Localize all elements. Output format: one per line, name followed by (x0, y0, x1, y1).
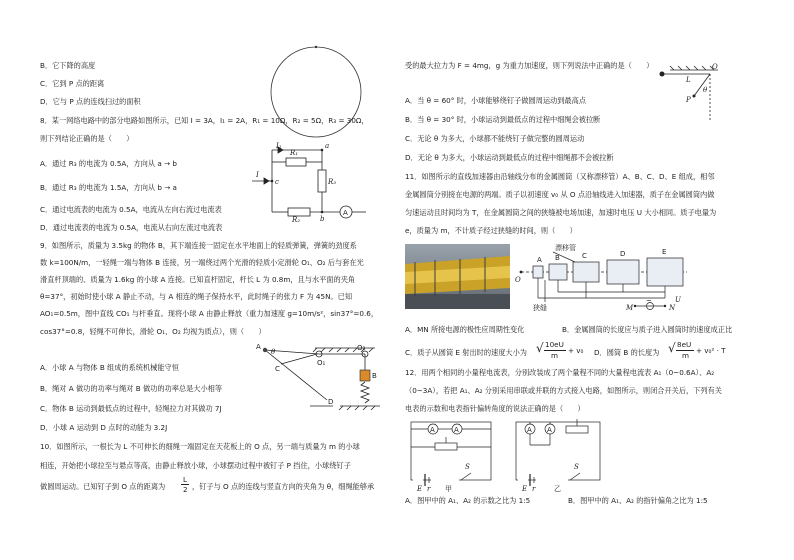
q11-option-d-post: + v₀² · T (696, 346, 726, 355)
q11-option-c-pre: C．质子从圆筒 E 射出时的速度大小为 (405, 348, 527, 357)
svg-text:A: A (527, 426, 532, 434)
q12-circuit-jia (405, 417, 495, 492)
svg-text:S: S (465, 463, 470, 471)
q12-option-b: B．图甲中的 A₁、A₂ 的指针偏角之比为 1:5 (568, 496, 708, 505)
svg-text:I: I (256, 171, 259, 179)
accelerator-photo (405, 244, 510, 309)
svg-text:~: ~ (646, 297, 652, 305)
svg-text:O₁: O₁ (317, 359, 326, 367)
q9-pulley-diagram (255, 340, 385, 415)
svg-text:θ: θ (271, 348, 276, 356)
svg-text:S: S (574, 463, 579, 471)
q11-option-c-den: m (551, 351, 559, 360)
q11-option-c-sqrt: √ (536, 341, 544, 355)
q11-option-d-num: 8eU (677, 340, 692, 349)
q10-option-c: C．无论 θ 为多大，小球都不能绕钉子做完整的圆周运动 (405, 134, 585, 143)
fig-yi-label: 乙 (554, 485, 561, 493)
q8-option-d: D．通过电流表的电流为 0.5A，电流从右向左流过电流表 (40, 223, 223, 232)
svg-text:R₂: R₂ (292, 216, 301, 224)
q8-option-c: C．通过电流表的电流为 0.5A，电流从左向右流过电流表 (40, 205, 222, 214)
svg-text:N: N (669, 304, 676, 312)
svg-text:O: O (712, 63, 718, 71)
q11-option-c-num: 10eU (545, 340, 564, 349)
q9-stem-6: cos37°=0.8，轻绳不可伸长，滑轮 O₁、O₂ 均视为质点），则（ ） (40, 327, 266, 336)
q11-stem-2: 金属圆筒分别接在电源的两端。质子以初速度 v₀ 从 O 点沿轴线进入加速器，质子在金属圆筒内做 (405, 190, 715, 199)
q9-stem-4: θ=37°，初始时使小球 A 静止不动，与 A 相连的绳子保持水平，此时绳子的张力 F 为 45N。已知 (40, 292, 353, 301)
q10-fraction-den: 2 (183, 485, 188, 494)
svg-text:R₃: R₃ (328, 178, 337, 186)
q11-option-c-post: + v₀ (568, 346, 584, 355)
q12-stem-2: （0~3A），若把 A₁、A₂ 分别采用串联或并联的方式接入电路，如图所示，则闭合开关后，下列有关 (405, 386, 722, 395)
q8-stem-2: 则下列结论正确的是（ ） (40, 134, 134, 143)
svg-text:D: D (620, 250, 626, 258)
svg-text:D: D (328, 398, 334, 406)
q10-stem-1: 10．如图所示，一根长为 L 不可伸长的细绳一端固定在天花板上的 O 点，另一端与质量为 m 的小球 (40, 442, 360, 451)
q11-stem-1: 11．如图所示的直线加速器由沿轴线分布的金属圆筒（又称漂移管）A、B、C、D、E 组成，相邻 (405, 172, 715, 181)
svg-text:I₁: I₁ (276, 142, 282, 150)
svg-text:A: A (343, 209, 348, 217)
q9-stem-5: AO₁=0.5m，图中直线 CO₁ 与杆垂直。现将小球 A 由静止释放（重力加速度 g=10m/s²，sin37°=0.6， (40, 309, 379, 318)
svg-text:A: A (547, 426, 552, 434)
q12-circuit-yi (510, 417, 605, 492)
svg-text:a: a (325, 142, 330, 150)
drift-tube-diagram (515, 240, 690, 315)
q10-pendulum-diagram (650, 60, 720, 130)
fig-jia-label: 甲 (445, 485, 452, 493)
q10-option-b: B．当 θ = 30° 时，小球运动到最低点的过程中细绳会被拉断 (405, 115, 601, 124)
svg-text:c: c (275, 178, 279, 186)
svg-text:M: M (626, 304, 634, 312)
q11-stem-3: 匀速运动且时间均为 T，在金属圆筒之间的狭缝被电场加速，加速时电压 U 大小相同。质子电量为 (405, 208, 717, 217)
svg-text:B: B (372, 372, 377, 380)
svg-text:O₂: O₂ (357, 344, 366, 352)
svg-text:U: U (675, 296, 681, 304)
q11-option-d-pre: D．圆筒 B 的长度为 (594, 348, 660, 357)
svg-text:E: E (522, 485, 528, 493)
q10-stem-2: 相连，开始把小球拉至与悬点等高，由静止释放小球，小球摆动过程中被钉子 P 挡住，小球绕钉子 (40, 461, 351, 470)
q9-option-b: B．绳对 A 做功的功率与绳对 B 做功的功率总是大小相等 (40, 384, 223, 393)
svg-text:E: E (662, 248, 667, 256)
q9-stem-3: 滑直杆顶端的、质量为 1.6kg 的小球 A 连接。已知直杆固定，杆长 L 为 0.8m，且与水平面的夹角 (40, 275, 356, 284)
q9-stem-1: 9．如图所示，质量为 3.5kg 的物体 B，其下端连接一固定在水平地面上的轻质弹簧，弹簧的劲度系 (40, 241, 357, 250)
q8-stem-1: 8．某一网络电路中的部分电路如图所示，已知 I = 3A，I₁ = 2A，R₁ = 10Ω，R₂ = 5Ω，R₃ = 30Ω， (40, 116, 369, 125)
svg-text:C: C (275, 365, 280, 373)
q8-circuit-diagram (250, 140, 370, 222)
svg-text:O: O (515, 276, 521, 284)
q9-option-c: C．物体 B 运动到最低点的过程中，轻绳拉力对其做功 7J (40, 404, 222, 413)
option-c-prev: C．它到 P 点的距离 (40, 79, 105, 88)
q9-stem-2: 数 k=100N/m，一轻绳一端与物体 B 连接，另一端绕过两个光滑的轻质小定滑轮 O₁、O₂ 后与套在光 (40, 258, 364, 267)
q8-option-a: A．通过 R₃ 的电流为 0.5A，方向从 a → b (40, 159, 177, 168)
q11-option-a: A．MN 所接电源的极性应周期性变化 (405, 325, 525, 334)
q12-stem-1: 12．用两个相同的小量程电流表，分别改装成了两个量程不同的大量程电流表 A₁（0~0.6A）、A₂ (405, 368, 715, 377)
option-d-prev: D．它与 P 点的连线扫过的面积 (40, 97, 141, 106)
svg-text:r: r (427, 485, 431, 493)
svg-text:A: A (537, 256, 542, 264)
option-b-prev: B．它下降的高度 (40, 61, 96, 70)
q11-option-d-sqrt: √ (668, 341, 676, 355)
svg-text:E: E (417, 485, 423, 493)
q10-stem-3a: 做圆周运动。已知钉子到 O 点的距离为 (40, 482, 166, 491)
svg-text:A: A (256, 343, 261, 351)
q10-fraction-num: L (183, 475, 188, 484)
q9-option-d: D．小球 A 运动到 D 点时的动能为 3.2J (40, 423, 168, 432)
q10-stem-3b: ，钉子与 O 点的连线与竖直方向的夹角为 θ，细绳能够承 (192, 482, 375, 491)
q11-option-d-den: m (682, 351, 690, 360)
svg-text:b: b (320, 215, 325, 223)
svg-text:A: A (454, 426, 459, 434)
circle-figure (267, 42, 365, 142)
q9-option-a: A．小球 A 与物体 B 组成的系统机械能守恒 (40, 363, 179, 372)
slit-label: 狭缝 (533, 304, 547, 312)
svg-text:B: B (555, 254, 560, 262)
q12-option-a: A．图甲中的 A₁、A₂ 的示数之比为 1:5 (405, 496, 531, 505)
svg-text:r: r (532, 485, 536, 493)
svg-text:θ: θ (703, 86, 708, 94)
q8-option-b: B．通过 R₃ 的电流为 1.5A，方向从 b → a (40, 183, 177, 192)
svg-text:A: A (430, 426, 435, 434)
q10-option-d: D．无论 θ 为多大，小球运动到最低点的过程中细绳都不会被拉断 (405, 153, 614, 162)
svg-text:R₁: R₁ (290, 149, 299, 157)
svg-text:P: P (686, 96, 691, 104)
drift-tube-label: 漂移管 (555, 244, 576, 252)
q11-stem-4: e，质量为 m，不计质子经过狭缝的时间，则（ ） (405, 226, 577, 235)
q11-option-b: B．金属圆筒的长度应与质子进入圆筒时的速度成正比 (562, 325, 733, 334)
svg-text:C: C (582, 252, 587, 260)
q12-stem-3: 电表的示数和电表指针偏转角度的说法正确的是（ ） (405, 404, 585, 413)
q10-option-a: A．当 θ = 60° 时，小球能够绕钉子做圆周运动到最高点 (405, 96, 586, 105)
q10-stem-cont: 受的最大拉力为 F = 4mg，g 为重力加速度，则下列说法中正确的是（ ） (405, 61, 654, 70)
svg-text:L: L (686, 76, 691, 84)
